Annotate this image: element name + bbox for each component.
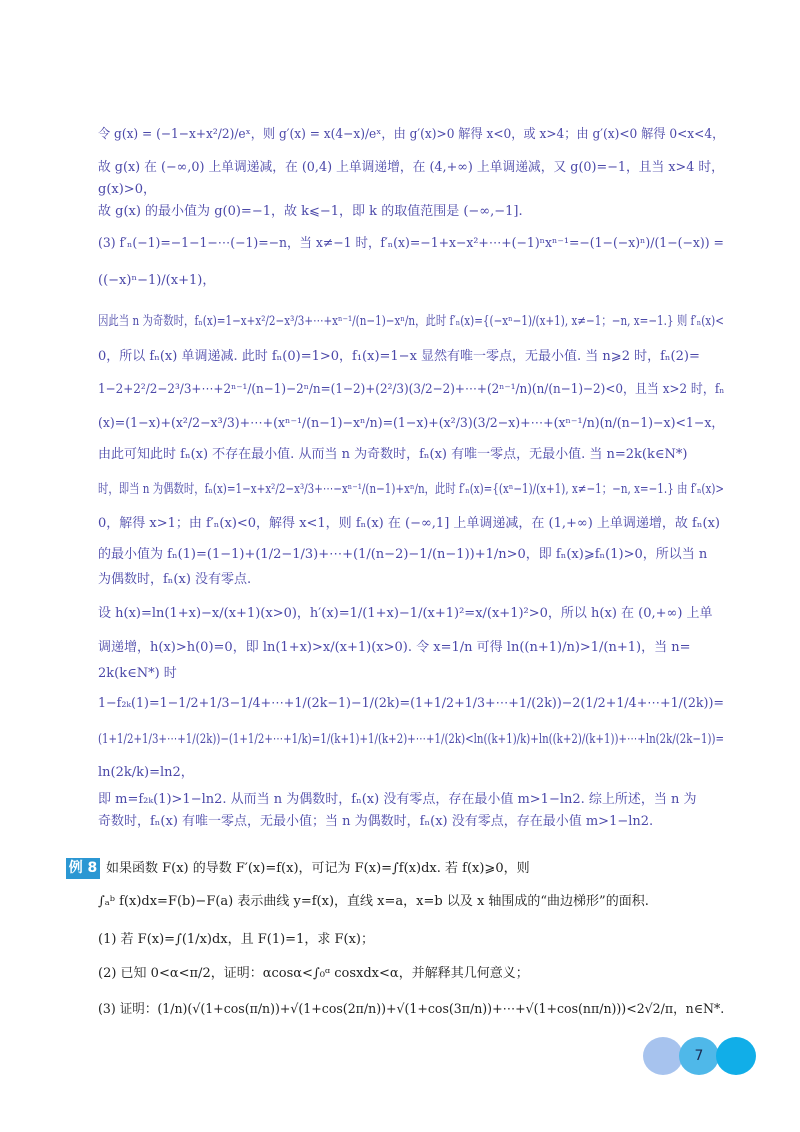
example-line: 如果函数 F(x) 的导数 F′(x)=f(x)，可记为 F(x)=∫f(x)dx. 若 f(x)⩾0，则 (106, 861, 530, 876)
solution-line: 1−f₂ₖ(1)=1−1/2+1/3−1/4+⋯+1/(2k−1)−1/(2k)=(1+1/2+1/3+⋯+1/(2k))−2(1/2+1/4+⋯+1/(2k))= (98, 696, 725, 711)
example-line: ∫ₐᵇ f(x)dx=F(b)−F(a) 表示曲线 y=f(x)，直线 x=a，x=b 以及 x 轴围成的“曲边梯形”的面积. (98, 894, 649, 909)
solution-line: 0，所以 fₙ(x) 单调递减. 此时 fₙ(0)=1>0，f₁(x)=1−x 显然有唯一零点，无最小值. 当 n⩾2 时，fₙ(2)= (98, 349, 700, 364)
solution-line: 由此可知此时 fₙ(x) 不存在最小值. 从而当 n 为奇数时，fₙ(x) 有唯一零点，无最小值. 当 n=2k(k∈N*) (98, 447, 688, 462)
solution-line: 的最小值为 fₙ(1)=(1−1)+(1/2−1/3)+⋯+(1/(n−2)−1/(n−1))+1/n>0，即 fₙ(x)⩾fₙ(1)>0，所以当 n (98, 547, 708, 562)
solution-line: (3) f′ₙ(−1)=−1−1−⋯(−1)=−n，当 x≠−1 时，f′ₙ(x)=−1+x−x²+⋯+(−1)ⁿxⁿ⁻¹=−(1−(−x)ⁿ)/(1−(−x)) = (98, 236, 724, 251)
example-line: (2) 已知 0<α<π/2，证明：αcosα<∫₀ᵅ cosxdx<α，并解释其几何意义； (98, 966, 529, 981)
solution-line: ((−x)ⁿ−1)/(x+1)， (98, 273, 216, 288)
solution-line: 时，即当 n 为偶数时，fₙ(x)=1−x+x²/2−x³/3+⋯−xⁿ⁻¹/(n−1)+xⁿ/n，此时 f′ₙ(x)={(xⁿ−1)/(x+1), x≠−1；−n, x=−1.} 由 f′ₙ(x)> (98, 482, 725, 497)
solution-line: 故 g(x) 的最小值为 g(0)=−1，故 k⩽−1，即 k 的取值范围是 (−∞,−1]. (98, 204, 523, 219)
page-circle-right (716, 1037, 756, 1075)
example-line: (1) 若 F(x)=∫(1/x)dx，且 F(1)=1，求 F(x)； (98, 932, 374, 947)
example-badge: 例 8 (66, 858, 100, 879)
solution-line: 1−2+2²/2−2³/3+⋯+2ⁿ⁻¹/(n−1)−2ⁿ/n=(1−2)+(2²/3)(3/2−2)+⋯+(2ⁿ⁻¹/n)(n/(n−1)−2)<0，且当 x>2 时，fₙ (98, 382, 725, 397)
example-line: (3) 证明：(1/n)(√(1+cos(π/n))+√(1+cos(2π/n))+√(1+cos(3π/n))+⋯+√(1+cos(nπ/n)))<2√2/π，n∈N*. (98, 1002, 725, 1017)
solution-line: 因此当 n 为奇数时，fₙ(x)=1−x+x²/2−x³/3+⋯+xⁿ⁻¹/(n−1)−xⁿ/n，此时 f′ₙ(x)={(−xⁿ−1)/(x+1), x≠−1；−n, x=−1.} 则 f′ₙ(x)< (98, 314, 724, 329)
solution-line: 0，解得 x>1；由 f′ₙ(x)<0，解得 x<1，则 fₙ(x) 在 (−∞,1] 上单调递减，在 (1,+∞) 上单调递增，故 fₙ(x) (98, 516, 720, 531)
solution-line: g(x)>0， (98, 182, 156, 197)
solution-line: 调递增，h(x)>h(0)=0，即 ln(1+x)>x/(x+1)(x>0). 令 x=1/n 可得 ln((n+1)/n)>1/(n+1)，当 n= (98, 640, 691, 655)
solution-line: ln(2k/k)=ln2， (98, 765, 194, 780)
page-number: 7 (694, 1048, 704, 1064)
solution-line: (x)=(1−x)+(x²/2−x³/3)+⋯+(xⁿ⁻¹/(n−1)−xⁿ/n)=(1−x)+(x²/3)(3/2−x)+⋯+(xⁿ⁻¹/n)(n/(n−1)−x)<1−x， (98, 416, 724, 431)
solution-line: 2k(k∈N*) 时 (98, 666, 177, 681)
solution-line: 为偶数时，fₙ(x) 没有零点. (98, 572, 252, 587)
solution-line: 令 g(x) = (−1−x+x²/2)/eˣ，则 g′(x) = x(4−x)/eˣ，由 g′(x)>0 解得 x<0，或 x>4；由 g′(x)<0 解得 0<x<4， (98, 127, 725, 142)
solution-line: 故 g(x) 在 (−∞,0) 上单调递减，在 (0,4) 上单调递增，在 (4,+∞) 上单调递减，又 g(0)=−1，且当 x>4 时， (98, 160, 724, 175)
solution-line: (1+1/2+1/3+⋯+1/(2k))−(1+1/2+⋯+1/k)=1/(k+1)+1/(k+2)+⋯+1/(2k)<ln((k+1)/k)+ln((k+2)/(k+1))+⋯+ln(2k/(2k−1))= (98, 732, 725, 747)
solution-line: 即 m=f₂ₖ(1)>1−ln2. 从而当 n 为偶数时，fₙ(x) 没有零点，存在最小值 m>1−ln2. 综上所述，当 n 为 (98, 792, 697, 807)
page-circle-left (643, 1037, 683, 1075)
solution-line: 设 h(x)=ln(1+x)−x/(x+1)(x>0)，h′(x)=1/(1+x)−1/(x+1)²=x/(x+1)²>0，所以 h(x) 在 (0,+∞) 上单 (98, 606, 713, 621)
solution-line: 奇数时，fₙ(x) 有唯一零点，无最小值；当 n 为偶数时，fₙ(x) 没有零点，存在最小值 m>1−ln2. (98, 814, 654, 829)
